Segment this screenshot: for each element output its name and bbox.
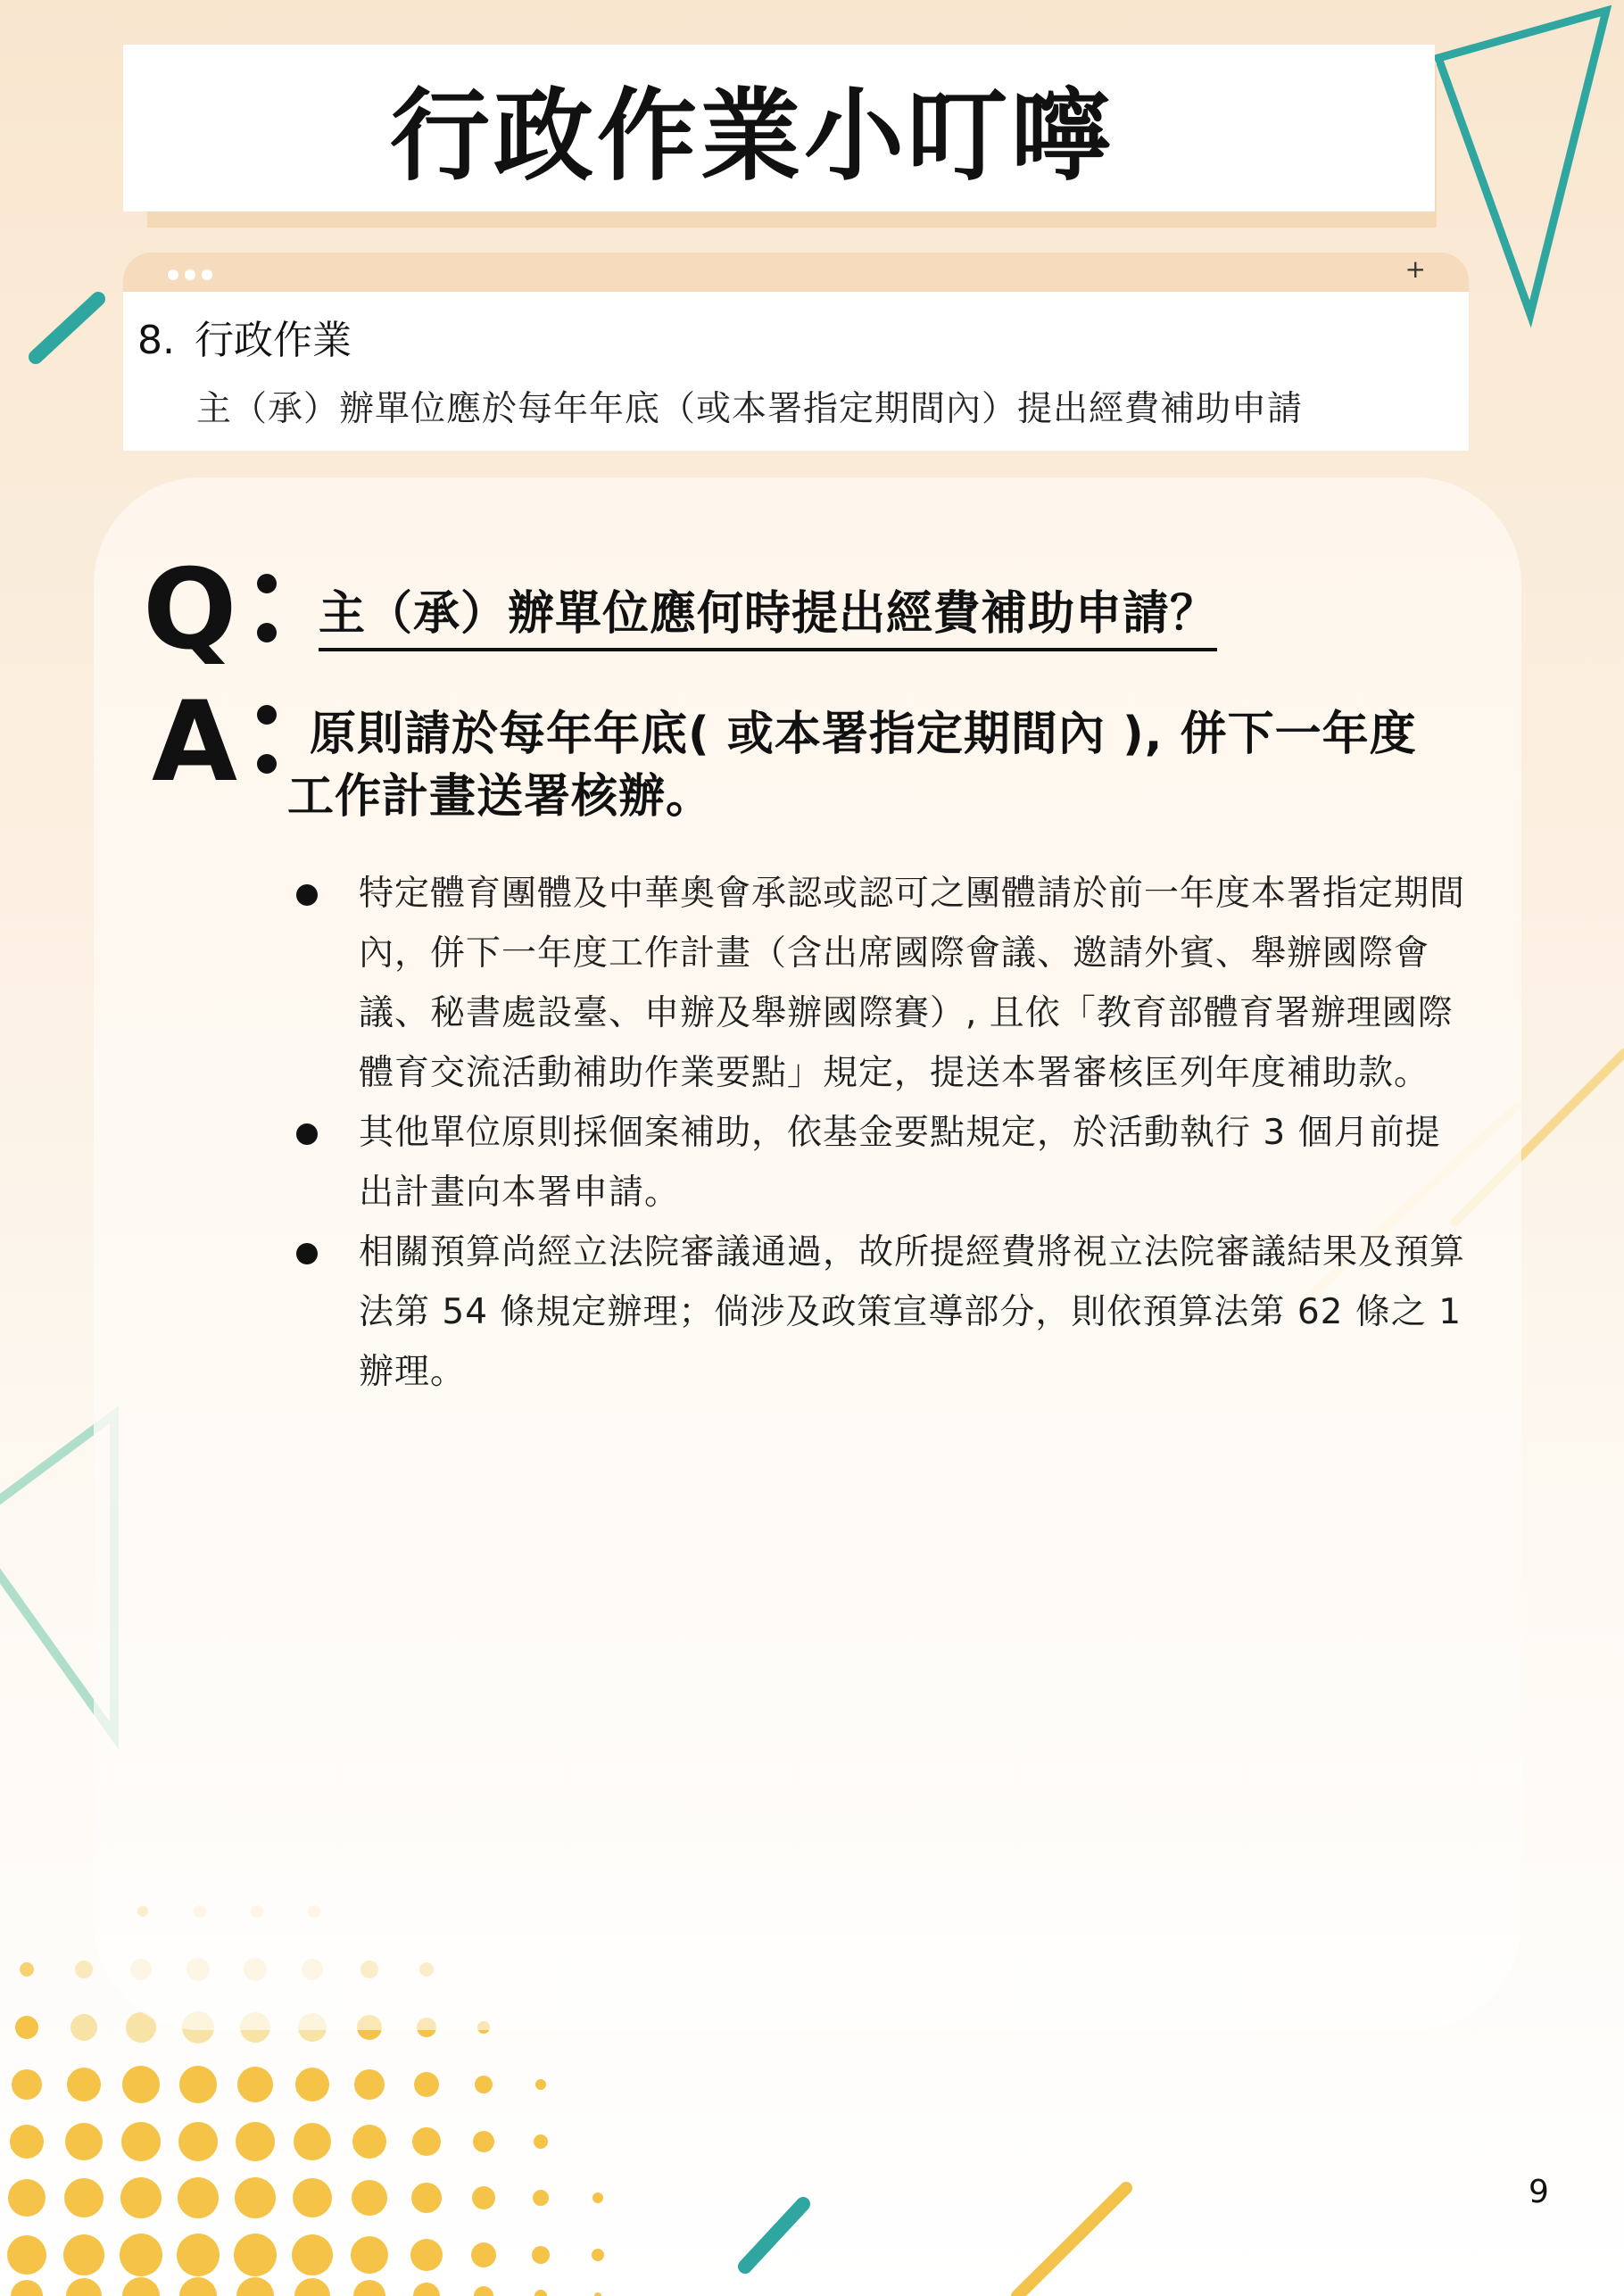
- decorative-dot: [351, 2236, 388, 2274]
- decorative-dot: [532, 2246, 550, 2264]
- decorative-dot: [292, 2234, 333, 2275]
- decorative-dot: [120, 2234, 162, 2276]
- decorative-dot: [592, 2192, 603, 2203]
- decorative-dot: [475, 2076, 493, 2093]
- decorative-dot: [353, 2280, 385, 2296]
- decorative-dot: [7, 2235, 46, 2275]
- decorative-dot: [179, 2066, 217, 2103]
- decorative-dot: [533, 2190, 549, 2206]
- decorative-dot: [293, 2178, 332, 2217]
- decorative-dot: [75, 1960, 93, 1978]
- decorative-dot: [121, 2122, 161, 2161]
- decorative-dot: [472, 2186, 495, 2209]
- decorative-dot: [122, 2277, 160, 2296]
- question-letter: Q: [143, 546, 237, 675]
- decorative-dot: [473, 2131, 494, 2152]
- decorative-dot: [63, 2234, 104, 2275]
- decorative-dot: [8, 2179, 46, 2217]
- teal-dash-decoration: [745, 2204, 803, 2267]
- list-item: [294, 1223, 1472, 1402]
- bullet-text: 特定體育團體及中華奧會承認或認可之團體請於前一年度本署指定期間內，併下一年度工作計畫（含出席國際會議、邀請外賓、舉辦國際會議、秘書處設臺、申辦及舉辦國際賽）, 且依「教育部體育署辦理國際體育交流活動補助作業要點」規定，提送本署審核匡列年度補助款。: [359, 874, 1466, 1093]
- list-item: [294, 1103, 1472, 1223]
- colon-dot: [257, 574, 277, 593]
- card-heading: [137, 308, 352, 365]
- decorative-dot: [120, 2177, 162, 2218]
- page-number: 9: [1529, 2174, 1549, 2210]
- decorative-dot: [352, 2125, 386, 2159]
- decorative-dot: [414, 2072, 439, 2097]
- decorative-dot: [64, 2178, 104, 2217]
- decorative-dot: [178, 2177, 219, 2218]
- bullet-text: 其他單位原則採個案補助，依基金要點規定，於活動執行 3 個月前提出計畫向本署申請。: [359, 1113, 1441, 1213]
- list-item: [294, 864, 1472, 1103]
- decorative-dot: [122, 2066, 160, 2103]
- decorative-dot: [179, 2277, 217, 2296]
- decorative-dot: [294, 2123, 331, 2160]
- info-card: [123, 253, 1469, 451]
- decorative-dot: [534, 2134, 548, 2149]
- teal-dash-decoration: [36, 299, 98, 357]
- decorative-dot: [413, 2283, 440, 2296]
- decorative-dot: [65, 2123, 103, 2160]
- decorative-dot: [410, 2239, 443, 2271]
- decorative-dot: [235, 2177, 276, 2218]
- decorative-dot: [534, 2290, 547, 2296]
- yellow-line-decoration: [1017, 2188, 1126, 2296]
- decorative-dot: [236, 2277, 274, 2296]
- decorative-dot: [178, 2122, 218, 2161]
- decorative-dot: [474, 2286, 493, 2296]
- answer-text: [287, 703, 1474, 828]
- item-subtitle: 主（承）辦單位應於每年年底（或本署指定期間內）提出經費補助申請: [196, 389, 1304, 429]
- window-dots: [168, 269, 212, 280]
- decorative-dot: [12, 2069, 42, 2100]
- question-text: 主（承）辦單位應何時提出經費補助申請？: [319, 576, 1217, 651]
- answer-letter: A: [152, 678, 237, 807]
- answer-bullet-list: [294, 864, 1472, 1402]
- answer-line: 工作計畫送署核辦。: [287, 770, 714, 824]
- decorative-dot: [352, 2180, 387, 2216]
- bullet-icon: [296, 884, 318, 906]
- decorative-dot: [471, 2242, 496, 2267]
- decorative-dot: [234, 2234, 277, 2276]
- bullet-icon: [296, 1243, 318, 1264]
- card-body: [123, 292, 1469, 451]
- colon-dot: [257, 623, 277, 642]
- colon-dot: [257, 705, 277, 725]
- decorative-dot: [237, 2067, 273, 2102]
- bullet-icon: [296, 1123, 318, 1145]
- colon-dot: [257, 754, 277, 774]
- decorative-dot: [592, 2249, 604, 2261]
- decorative-dot: [15, 2016, 38, 2039]
- decorative-dot: [295, 2068, 329, 2101]
- decorative-dot: [66, 2278, 102, 2296]
- decorative-dot: [594, 2292, 601, 2296]
- title-banner: [123, 45, 1435, 211]
- bullet-text: 相關預算尚經立法院審議通過，故所提經費將視立法院審議結果及預算法第 54 條規定辦理；倘涉及政策宣導部分，則依預算法第 62 條之 1 辦理。: [359, 1232, 1466, 1392]
- decorative-dot: [294, 2278, 330, 2296]
- decorative-dot: [236, 2122, 275, 2161]
- plus-icon: +: [1404, 254, 1426, 284]
- card-title-bar: [123, 253, 1469, 292]
- decorative-dot: [354, 2069, 385, 2100]
- item-number: 8.: [137, 318, 175, 363]
- item-title: 行政作業: [194, 318, 352, 363]
- answer-line: 原則請於每年年底( 或本署指定期間內 ), 併下一年度: [310, 708, 1417, 761]
- decorative-dot: [11, 2280, 43, 2296]
- page-title: 行政作業小叮嚀: [390, 79, 1114, 195]
- decorative-dot: [70, 2014, 97, 2041]
- decorative-dot: [10, 2125, 44, 2159]
- decorative-dot: [20, 1962, 34, 1977]
- decorative-dot: [412, 2127, 441, 2156]
- decorative-dot: [535, 2079, 546, 2090]
- decorative-dot: [67, 2068, 101, 2101]
- decorative-dot: [411, 2183, 442, 2213]
- decorative-dot: [177, 2234, 220, 2276]
